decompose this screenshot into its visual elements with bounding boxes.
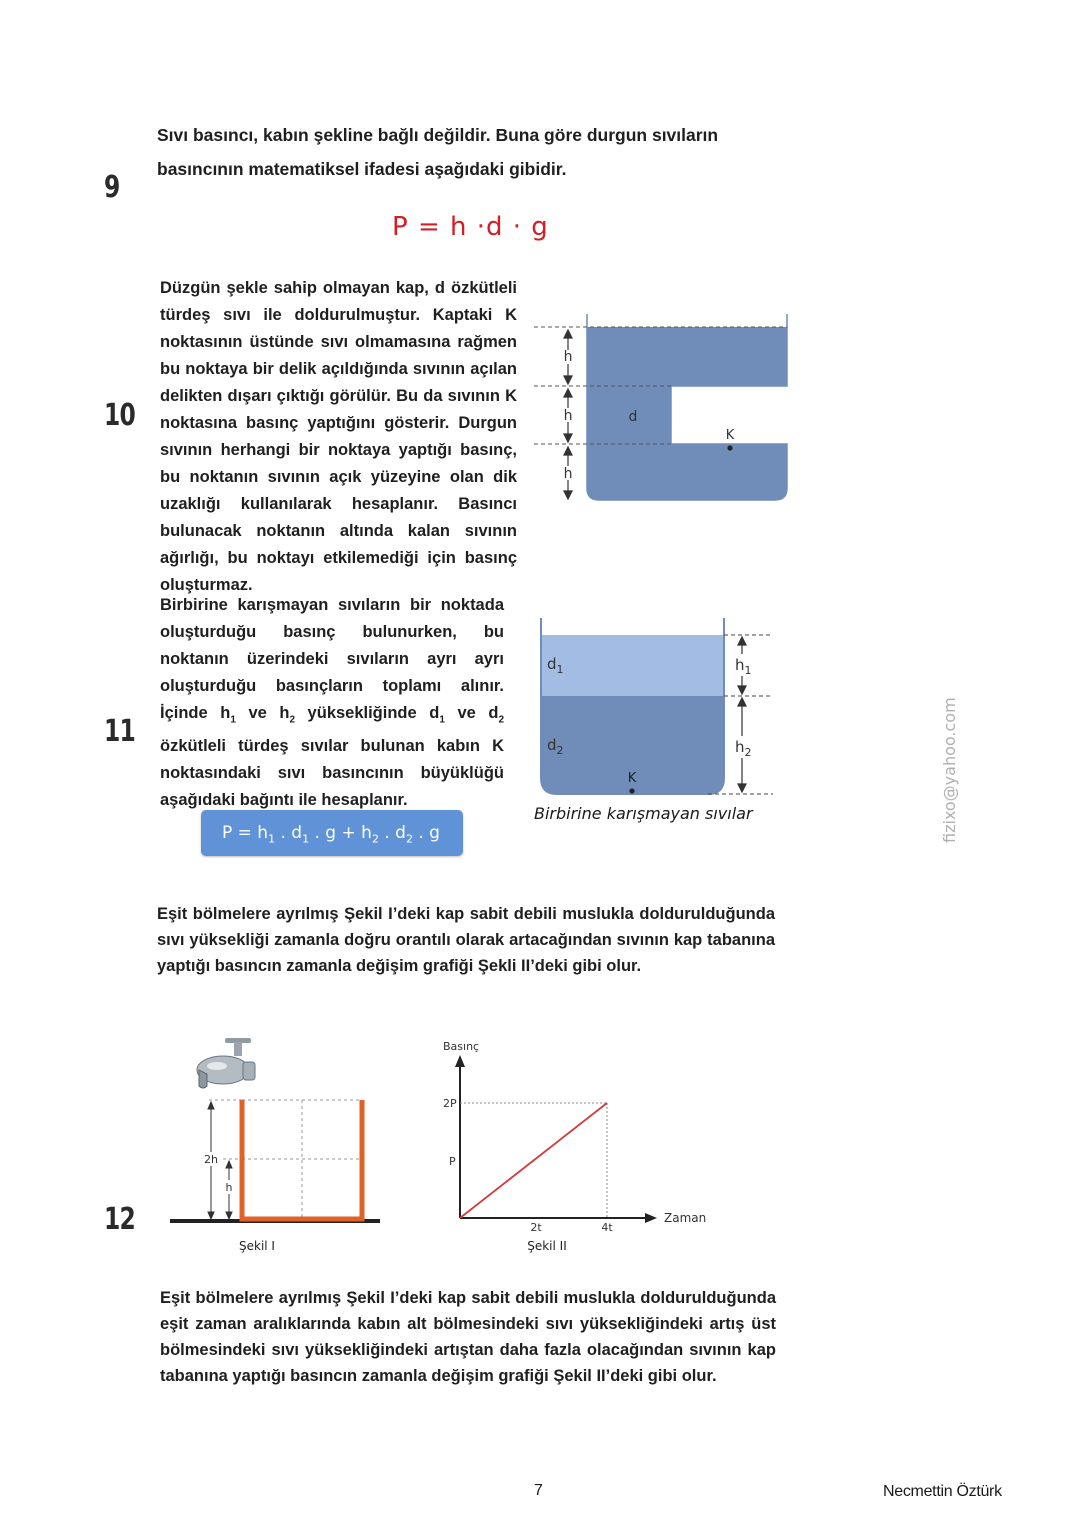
two-liquid-container-figure: [535, 612, 780, 802]
pressure-line: [460, 1103, 607, 1218]
d1-label: $d_1$: [547, 655, 564, 676]
faucet-icon: [197, 1038, 255, 1088]
container-liquid: [587, 327, 787, 500]
section-number-9: 9: [104, 170, 120, 205]
tick-2p: 2P: [443, 1097, 457, 1110]
h-label-3: h: [563, 466, 573, 482]
tick-p: P: [449, 1155, 456, 1168]
section-number-12: 12: [104, 1202, 136, 1237]
multi-liquid-formula: $P = h_1$ . $d_1$ . $g + h_2$ . $d_2$ . g: [222, 823, 440, 846]
graph-ylabel: Basınç: [443, 1040, 480, 1053]
formula-box-11: [201, 810, 463, 856]
point-k: [727, 445, 732, 450]
d-label: d: [628, 409, 638, 425]
section-12-text-top: Eşit bölmelere ayrılmış Şekil I’deki kap sabit debili muslukla doldurulduğunda sıvı yüksekliği zamanla doğru orantılı olarak artacağından sıvının kap tabanına yaptığı basıncın zamanla değişim grafiği Şekli II’deki gibi olur.: [157, 905, 775, 975]
pressure-time-graph: [435, 1035, 720, 1260]
figure-1-tank: [165, 1032, 390, 1257]
label-h: h: [225, 1181, 233, 1194]
tick-4t: 4t: [601, 1221, 613, 1234]
figure-caption-11: Birbirine karışmayan sıvılar: [534, 804, 753, 823]
section-number-10: 10: [104, 398, 136, 433]
section-9-text: Sıvı basıncı, kabın şekline bağlı değildir. Buna göre durgun sıvıların basıncının matematiksel ifadesi aşağıdaki gibidir.: [157, 125, 719, 179]
section-11-text: Birbirine karışmayan sıvıların bir noktada oluşturduğu basınç bulunurken, bu noktanın üzerindeki sıvıların ayrı ayrı oluşturduğu basınçların toplamı alınır. İçinde $h_1$ ve $h_2$ yüksekliğinde $d_1$ ve $d_2$ özkütleli türdeş sıvılar bulunan kabın K noktasındaki sıvı basıncının büyüklüğü aşağıdaki bağıntı ile hesaplanır.: [160, 596, 504, 810]
page-number: 7: [534, 1482, 543, 1499]
pressure-formula: P = h ·d · g: [392, 212, 549, 242]
author-name: Necmettin Öztürk: [883, 1483, 1002, 1500]
caption-sekil-2: Şekil II: [527, 1239, 567, 1253]
h2-label: $h_2$: [735, 738, 752, 759]
h-label-1: h: [563, 349, 573, 365]
tick-2t: 2t: [530, 1221, 542, 1234]
h1-label: $h_1$: [735, 656, 752, 677]
k-label-2: K: [627, 771, 637, 786]
section-12-text-bottom: Eşit bölmelere ayrılmış Şekil I’deki kap sabit debili muslukla doldurulduğunda eşit zaman aralıklarında kabın alt bölmesindeki sıvı yüksekliğindeki artış üst bölmesindeki sıvı yüksekliğindeki artıştan daha fazla olacağından sıvının kap tabanına yaptığı basıncın zamanla değişim grafiği Şekil II’deki gibi olur.: [160, 1289, 776, 1385]
irregular-container-figure: [530, 310, 800, 510]
section-number-11: 11: [104, 714, 136, 749]
d2-label: $d_2$: [547, 736, 564, 757]
graph-xlabel: Zaman: [664, 1211, 707, 1225]
section-10-text: Düzgün şekle sahip olmayan kap, d özkütleli türdeş sıvı ile doldurulmuştur. Kaptaki K noktasının üstünde sıvı olmamasına rağmen bu noktaya bir delik açıldığında sıvının açılan delikten dışarı çıktığı görülür. Bu da sıvının K noktasına basınç yaptığını gösterir. Durgun sıvının herhangi bir noktaya yaptığı basınç, bu noktanın sıvının açık yüzeyine olan dik uzaklığı kullanılarak hesaplanır. Basıncı bulunacak noktanın altında kalan sıvının ağırlığı, bu noktayı etkilemediği için basınç oluşturmaz.: [160, 279, 517, 594]
h-label-2: h: [563, 408, 573, 424]
point-k-2: [629, 788, 634, 793]
k-label: K: [725, 428, 735, 443]
liquid-d1: [541, 635, 724, 696]
caption-sekil-1: Şekil I: [239, 1239, 275, 1253]
label-2h: 2h: [204, 1153, 218, 1166]
watermark: fizixo@yahoo.com: [940, 697, 959, 843]
